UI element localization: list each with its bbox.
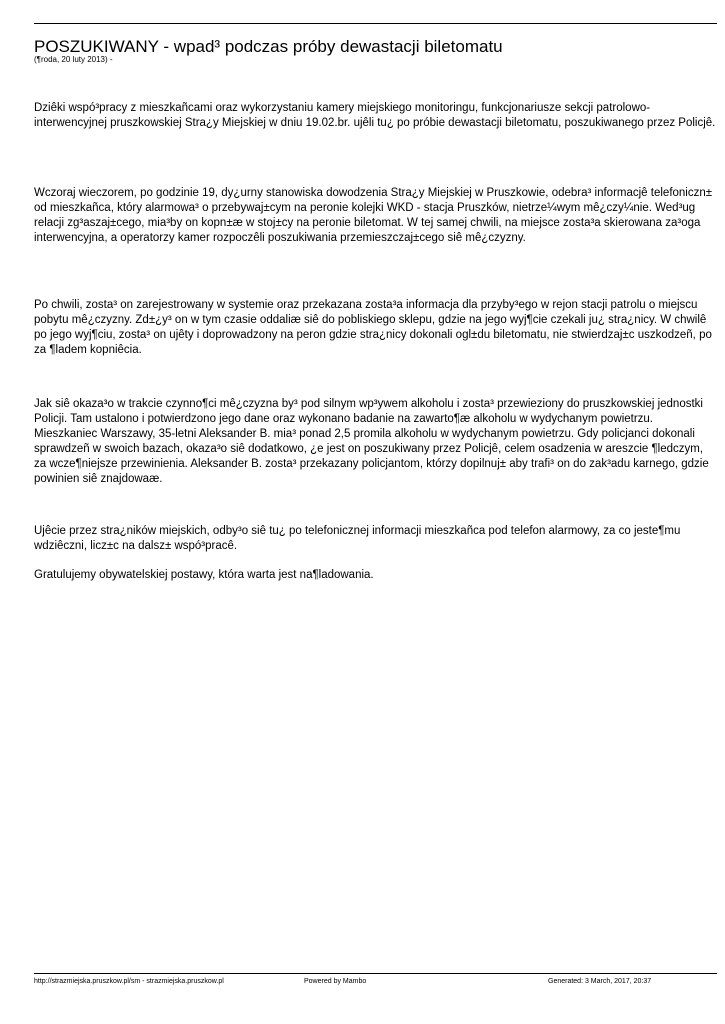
footer-generated: Generated: 3 March, 2017, 20:37: [548, 978, 652, 985]
footer-rule: [34, 973, 717, 974]
article-date: (¶roda, 20 luty 2013) -: [34, 55, 113, 64]
footer-powered-by: Powered by Mambo: [304, 978, 367, 985]
footer-url: http://strazmiejska.pruszkow.pl/sm - strazmiejska.pruszkow.pl: [34, 978, 224, 985]
article-paragraph-4: Jak siê okaza³o w trakcie czynno¶ci mê¿czyzna by³ pod silnym wp³ywem alkoholu i zosta³ przewieziony do pruszkowskiej jednostki Policji. Tam ustalono i potwierdzono jego dane oraz wykonano badanie na zawarto¶æ alkoholu w wydychanym powietrzu. Mieszkaniec Warszawy, 35-letni Aleksander B. mia³ ponad 2,5 promila alkoholu w wydychanym powietrzu. Gdy policjanci dokonali sprawdzeñ w swoich bazach, okaza³o siê dodatkowo, ¿e jest on poszukiwany przez Policjê, celem osadzenia w areszcie ¶ledczym, za wcze¶niejsze przewinienia. Aleksander B. zosta³ przekazany policjantom, którzy dopilnuj± aby trafi³ on do zak³adu karnego, gdzie powinien siê znajdowaæ.: [34, 398, 709, 485]
article-paragraph-5: Ujêcie przez stra¿ników miejskich, odby³o siê tu¿ po telefonicznej informacji mieszkañca pod telefon alarmowy, za co jeste¶mu wdziêczni, licz±c na dalsz± wspó³pracê.: [34, 525, 681, 552]
article-title: POSZUKIWANY - wpad³ podczas próby dewastacji biletomatu: [34, 37, 503, 56]
article-paragraph-2: Wczoraj wieczorem, po godzinie 19, dy¿urny stanowiska dowodzenia Stra¿y Miejskiej w Pruszkowie, odebra³ informacjê telefoniczn± od mieszkañca, który alarmowa³ o przebywaj±cym na peronie kolejki WKD - stacja Pruszków, nietrze¼wym mê¿czy¼nie. Wed³ug relacji zg³aszaj±cego, mia³by on kopn±æ w stoj±cy na peronie biletomat. W tej samej chwili, na miejsce zosta³a skierowana za³oga interwencyjna, a operatorzy kamer rozpoczêli poszukiwania przemieszczaj±cego siê mê¿czyzny.: [34, 187, 713, 244]
header-rule: [34, 23, 717, 24]
article-paragraph-1: Dziêki wspó³pracy z mieszkañcami oraz wykorzystaniu kamery miejskiego monitoringu, funkcjonariusze sekcji patrolowo-interwencyjnej pruszkowskiej Stra¿y Miejskiej w dniu 19.02.br. ujêli tu¿ po próbie dewastacji biletomatu, poszukiwanego przez Policjê.: [34, 102, 716, 129]
article-paragraph-6: Gratulujemy obywatelskiej postawy, która warta jest na¶ladowania.: [34, 569, 374, 581]
article-paragraph-3: Po chwili, zosta³ on zarejestrowany w systemie oraz przekazana zosta³a informacja dla przyby³ego w rejon stacji patrolu o miejscu pobytu mê¿czyzny. Zd±¿y³ on w tym czasie oddaliæ siê do pobliskiego sklepu, gdzie na jego wyj¶cie czekali ju¿ stra¿nicy. W chwilê po jego wyj¶ciu, zosta³ on ujêty i doprowadzony na peron gdzie stra¿nicy dokonali ogl±du biletomatu, nie stwierdzaj±c uszkodzeñ, po za ¶ladem kopniêcia.: [34, 299, 712, 356]
